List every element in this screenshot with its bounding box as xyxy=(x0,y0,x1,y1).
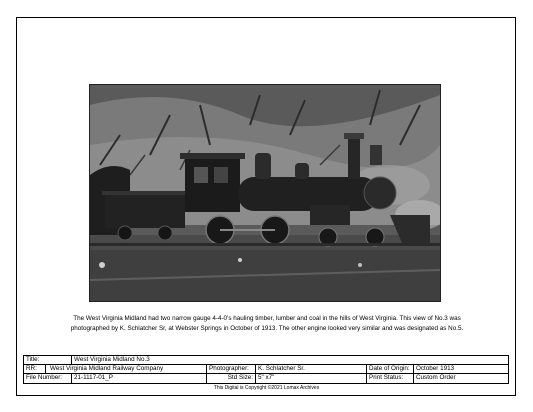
file-label: File Number: xyxy=(24,374,72,383)
date-value: October 1913 xyxy=(416,365,455,372)
size-label: Std Size: xyxy=(207,374,256,383)
date-label: Date of Origin: xyxy=(367,365,414,373)
archive-record-table xyxy=(23,355,509,384)
photographer-value: K. Schlatcher Sr. xyxy=(256,365,367,373)
record-row-file xyxy=(24,374,508,383)
title-label: Title: xyxy=(24,356,72,364)
caption-line-2: photographed by K. Schlatcher Sr, at Webster Springs in October of 1913. The other engine looked very similar and was designated as No.5. xyxy=(70,325,464,332)
record-row-rr xyxy=(24,365,508,374)
caption-line-1: The West Virginia Midland had two narrow gauge 4-4-0’s hauling timber, lumber and coal in the hills of West Virginia. This view of No.3 was xyxy=(73,315,461,322)
copyright-notice: This Digital is Copyright ©2021 Lomax Archives xyxy=(213,385,320,391)
photo-caption xyxy=(40,314,494,334)
record-row-title xyxy=(24,356,508,365)
rr-value: West Virginia Midland Railway Company xyxy=(46,365,207,373)
rr-label: RR: xyxy=(24,365,46,373)
size-value: 5" x7" xyxy=(256,374,367,383)
locomotive-photograph xyxy=(89,84,441,302)
photographer-label: Photographer: xyxy=(207,365,256,373)
file-value: 21-1117-01_P xyxy=(72,374,207,383)
print-status-value: Custom Order xyxy=(416,374,456,381)
print-status-label: Print Status: xyxy=(367,374,414,383)
title-value: West Virginia Midland No.3 xyxy=(74,356,150,363)
photo-illustration xyxy=(90,85,440,301)
